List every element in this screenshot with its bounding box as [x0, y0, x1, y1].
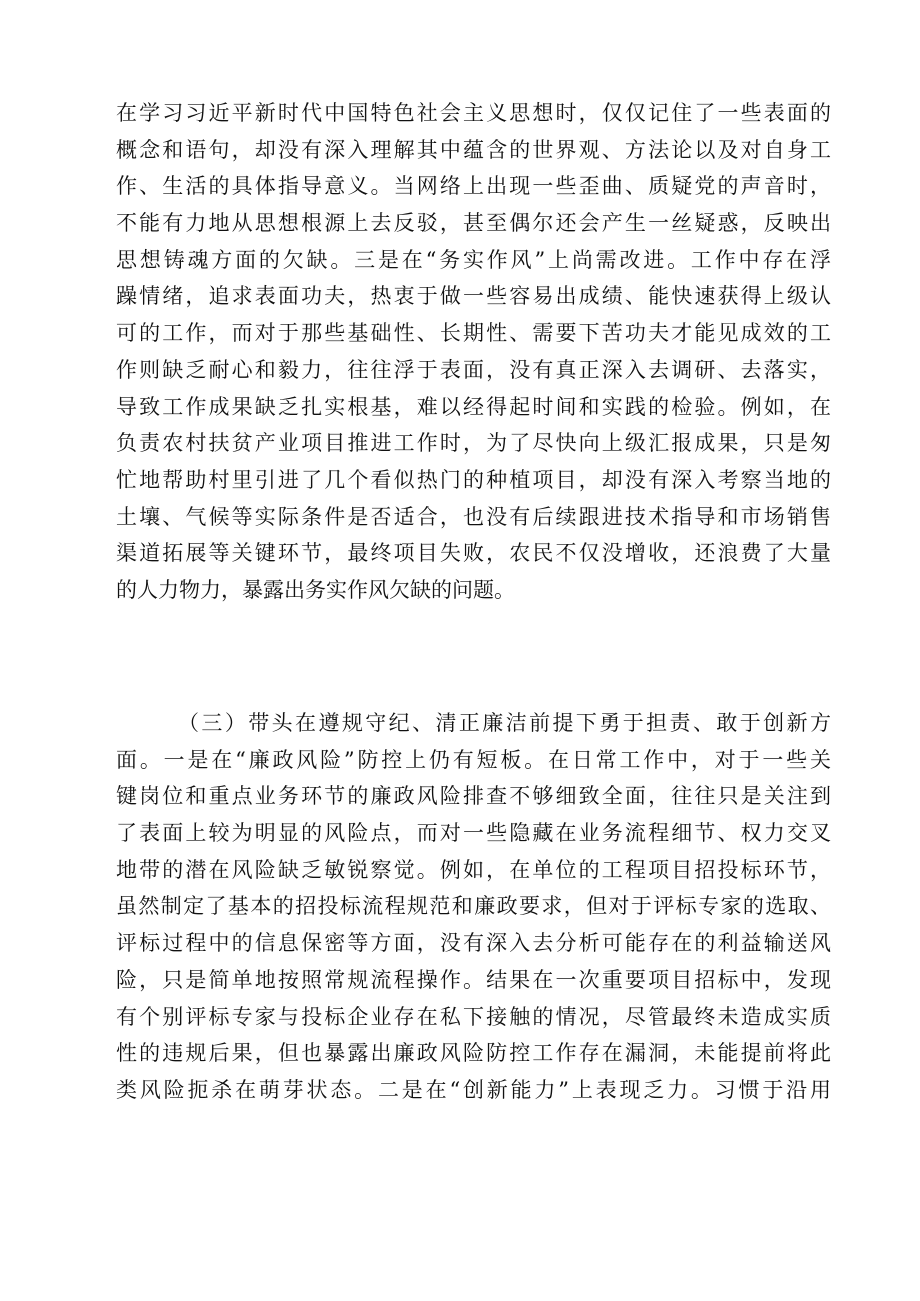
text-line: 导致工作成果缺乏扎实根基，难以经得起时间和实践的检验。例如，在 — [116, 394, 831, 419]
text-line: 类风险扼杀在萌芽状态。二是在“创新能力”上表现乏力。习惯于沿用 — [116, 1077, 831, 1102]
text-line: 土壤、气候等实际条件是否适合，也没有后续跟进技术指导和市场销售 — [116, 504, 831, 529]
text-line: 渠道拓展等关键环节，最终项目失败，农民不仅没增收，还浪费了大量 — [116, 541, 831, 566]
text-line: 虽然制定了基本的招投标流程规范和廉政要求，但对于评标专家的选取、 — [116, 894, 831, 919]
text-line: 不能有力地从思想根源上去反驳，甚至偶尔还会产生一丝疑惑，反映出 — [116, 211, 831, 236]
text-line: 作则缺乏耐心和毅力，往往浮于表面，没有真正深入去调研、去落实， — [116, 357, 831, 382]
text-line: 躁情绪，追求表面功夫，热衷于做一些容易出成绩、能快速获得上级认 — [116, 284, 831, 309]
text-line: 的人力物力，暴露出务实作风欠缺的问题。 — [116, 577, 515, 602]
text-line: 在学习习近平新时代中国特色社会主义思想时，仅仅记住了一些表面的 — [116, 101, 831, 125]
text-line: 地带的潜在风险缺乏敏锐察觉。例如，在单位的工程项目招投标环节， — [116, 857, 831, 882]
text-line: 了表面上较为明显的风险点，而对一些隐藏在业务流程细节、权力交叉 — [116, 821, 831, 846]
text-line: 概念和语句，却没有深入理解其中蕴含的世界观、方法论以及对自身工 — [116, 137, 831, 162]
text-line: 负责农村扶贫产业项目推进工作时，为了尽快向上级汇报成果，只是匆 — [116, 431, 831, 456]
paragraph-continuation — [116, 95, 831, 609]
paragraph-section-three — [116, 705, 831, 1109]
text-line: 性的违规后果，但也暴露出廉政风险防控工作存在漏洞，未能提前将此 — [116, 1041, 831, 1066]
text-line: 作、生活的具体指导意义。当网络上出现一些歪曲、质疑党的声音时， — [116, 174, 831, 199]
text-line: 有个别评标专家与投标企业存在私下接触的情况，尽管最终未造成实质 — [116, 1004, 831, 1029]
text-line: 忙地帮助村里引进了几个看似热门的种植项目，却没有深入考察当地的 — [116, 467, 831, 492]
section-heading-line: （三）带头在遵规守纪、清正廉洁前提下勇于担责、敢于创新方 — [178, 711, 831, 735]
text-line: 键岗位和重点业务环节的廉政风险排查不够细致全面，往往只是关注到 — [116, 784, 831, 809]
text-line: 可的工作，而对于那些基础性、长期性、需要下苦功夫才能见成效的工 — [116, 321, 831, 346]
text-line: 面。一是在“廉政风险”防控上仍有短板。在日常工作中，对于一些关 — [116, 747, 831, 772]
text-line: 险，只是简单地按照常规流程操作。结果在一次重要项目招标中，发现 — [116, 967, 831, 992]
text-line: 评标过程中的信息保密等方面，没有深入去分析可能存在的利益输送风 — [116, 931, 831, 956]
text-line: 思想铸魂方面的欠缺。三是在“务实作风”上尚需改进。工作中存在浮 — [116, 247, 831, 272]
